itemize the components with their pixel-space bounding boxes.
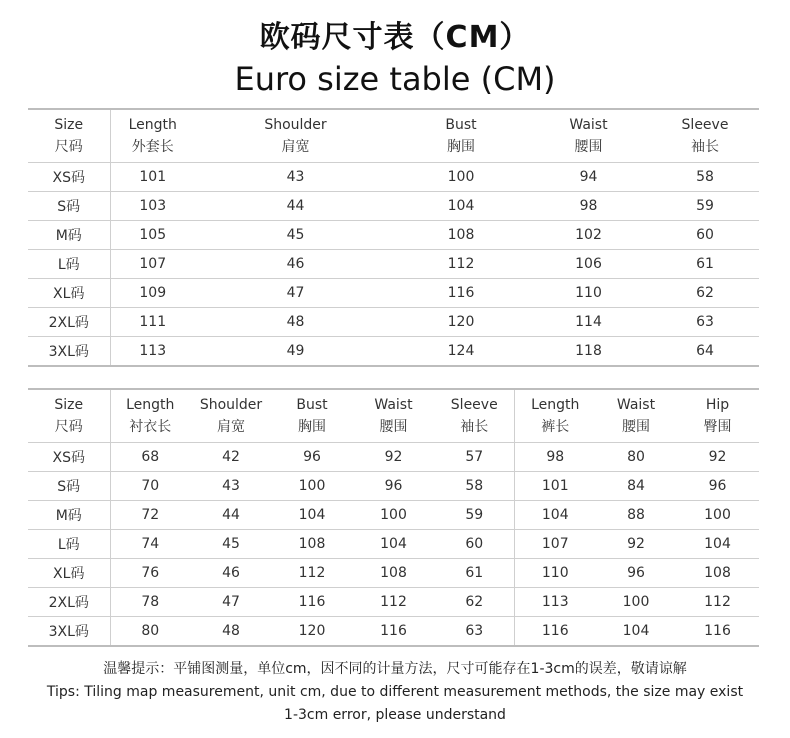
measurement-cell: 112 [676,588,759,617]
header-label-en: Length [128,117,177,133]
measurement-cell: 57 [435,443,514,472]
header-cell [526,109,651,163]
header-label-cn: 肩宽 [281,139,310,155]
header-cell [396,109,526,163]
measurement-cell: 105 [110,221,195,250]
measurement-cell: 94 [526,163,651,192]
measurement-cell: 116 [396,279,526,308]
header-label-en: Bust [296,397,328,413]
header-cell [651,109,759,163]
measurement-cell: 46 [190,559,272,588]
table-row [28,559,759,588]
header-label-en: Size [54,397,84,413]
table-row [28,472,759,501]
measurement-cell: 120 [272,617,352,647]
measurement-cell: 92 [596,530,676,559]
page-title-en: Euro size table (CM) [234,60,556,98]
table-row [28,279,759,308]
table-row [28,308,759,337]
page-title-cn: 欧码尺寸表（CM） [259,20,531,55]
header-cell [110,109,195,163]
measurement-cell: 101 [514,472,596,501]
measurement-cell: 118 [526,337,651,367]
measurement-cell: 124 [396,337,526,367]
header-label-cn: 腰围 [622,419,650,435]
notes-en-line2: 1-3cm error, please understand [284,707,506,723]
euro-shirt-pants-size-table [28,388,759,647]
measurement-cell: 45 [190,530,272,559]
table-row [28,337,759,367]
measurement-cell: 72 [110,501,190,530]
header-cell [28,109,110,163]
measurement-cell: 47 [190,588,272,617]
header-label-cn: 裤长 [541,419,570,435]
measurement-cell: 80 [596,443,676,472]
header-cell [352,389,435,443]
measurement-cell: 43 [195,163,396,192]
measurement-cell: 100 [676,501,759,530]
header-cell [195,109,396,163]
measurement-cell: 47 [195,279,396,308]
measurement-cell: 110 [514,559,596,588]
header-label-en: Waist [374,397,413,413]
header-cell [272,389,352,443]
measurement-cell: 114 [526,308,651,337]
size-cell: M码 [28,501,110,530]
header-label-en: Hip [705,397,730,413]
measurement-cell: 64 [651,337,759,367]
size-cell: S码 [28,192,110,221]
size-cell: S码 [28,472,110,501]
measurement-cell: 116 [676,617,759,647]
measurement-cell: 62 [435,588,514,617]
measurement-cell: 100 [352,501,435,530]
header-label-en: Bust [445,117,477,133]
notes-cn: 温馨提示：平铺图测量，单位cm，因不同的计量方法，尺寸可能存在1-3cm的误差，敬请谅解 [103,661,687,677]
measurement-cell: 113 [514,588,596,617]
table-row [28,501,759,530]
header-cell [28,389,110,443]
measurement-cell: 103 [110,192,195,221]
size-cell: XL码 [28,559,110,588]
measurement-cell: 58 [435,472,514,501]
measurement-notes [0,658,790,727]
measurement-cell: 101 [110,163,195,192]
measurement-cell: 108 [352,559,435,588]
measurement-cell: 106 [526,250,651,279]
header-row [28,109,759,163]
measurement-cell: 108 [396,221,526,250]
measurement-cell: 42 [190,443,272,472]
header-label-en: Waist [569,117,608,133]
measurement-cell: 113 [110,337,195,367]
header-label-cn: 袖长 [460,419,489,435]
header-cell [676,389,759,443]
measurement-cell: 109 [110,279,195,308]
measurement-cell: 96 [596,559,676,588]
measurement-cell: 49 [195,337,396,367]
header-label-cn: 腰围 [574,139,603,155]
measurement-cell: 78 [110,588,190,617]
size-cell: XL码 [28,279,110,308]
header-label-cn: 胸围 [447,139,475,155]
header-label-cn: 尺码 [54,419,83,435]
measurement-cell: 44 [190,501,272,530]
header-cell [190,389,272,443]
notes-en-line1: Tips: Tiling map measurement, unit cm, due to different measurement methods, the size may exist [46,684,744,700]
header-label-cn: 外套长 [131,139,174,155]
size-cell: L码 [28,250,110,279]
measurement-cell: 63 [651,308,759,337]
size-cell: 2XL码 [28,308,110,337]
measurement-cell: 104 [514,501,596,530]
header-label-en: Length [531,397,580,413]
measurement-cell: 43 [190,472,272,501]
measurement-cell: 104 [596,617,676,647]
header-cell [596,389,676,443]
measurement-cell: 59 [435,501,514,530]
measurement-cell: 58 [651,163,759,192]
size-cell: XS码 [28,443,110,472]
header-label-en: Shoulder [264,117,327,133]
header-label-en: Waist [616,397,656,413]
size-cell: L码 [28,530,110,559]
header-label-cn: 肩宽 [217,419,245,435]
measurement-cell: 104 [272,501,352,530]
measurement-cell: 80 [110,617,190,647]
measurement-cell: 88 [596,501,676,530]
header-cell [110,389,190,443]
measurement-cell: 48 [190,617,272,647]
header-label-en: Shoulder [199,397,263,413]
measurement-cell: 46 [195,250,396,279]
header-label-cn: 衬衣长 [129,419,172,435]
table-row [28,250,759,279]
measurement-cell: 96 [676,472,759,501]
measurement-cell: 100 [396,163,526,192]
header-label-en: Sleeve [681,117,729,133]
measurement-cell: 60 [651,221,759,250]
measurement-cell: 116 [352,617,435,647]
measurement-cell: 108 [272,530,352,559]
measurement-cell: 107 [110,250,195,279]
measurement-cell: 104 [352,530,435,559]
measurement-cell: 104 [676,530,759,559]
measurement-cell: 44 [195,192,396,221]
header-label-cn: 胸围 [298,419,326,435]
measurement-cell: 104 [396,192,526,221]
measurement-cell: 84 [596,472,676,501]
table-row [28,221,759,250]
header-label-cn: 尺码 [54,139,83,155]
table-row [28,443,759,472]
measurement-cell: 48 [195,308,396,337]
measurement-cell: 112 [272,559,352,588]
measurement-cell: 59 [651,192,759,221]
table-row [28,588,759,617]
header-label-cn: 袖长 [691,139,719,155]
euro-coat-size-table [28,108,759,367]
header-label-en: Size [54,117,84,133]
measurement-cell: 61 [651,250,759,279]
measurement-cell: 61 [435,559,514,588]
size-cell: 3XL码 [28,337,110,367]
header-label-en: Length [126,397,175,413]
header-label-cn: 腰围 [379,419,408,435]
measurement-cell: 62 [651,279,759,308]
measurement-cell: 63 [435,617,514,647]
size-cell: 2XL码 [28,588,110,617]
measurement-cell: 74 [110,530,190,559]
measurement-cell: 110 [526,279,651,308]
measurement-cell: 112 [352,588,435,617]
measurement-cell: 116 [514,617,596,647]
header-cell [435,389,514,443]
measurement-cell: 102 [526,221,651,250]
measurement-cell: 108 [676,559,759,588]
measurement-cell: 96 [352,472,435,501]
measurement-cell: 120 [396,308,526,337]
measurement-cell: 100 [596,588,676,617]
size-cell: 3XL码 [28,617,110,647]
table-row [28,163,759,192]
measurement-cell: 96 [272,443,352,472]
measurement-cell: 111 [110,308,195,337]
header-row [28,389,759,443]
table-row [28,617,759,647]
measurement-cell: 98 [526,192,651,221]
measurement-cell: 60 [435,530,514,559]
measurement-cell: 45 [195,221,396,250]
header-label-cn: 臀围 [703,419,732,435]
header-cell [514,389,596,443]
measurement-cell: 112 [396,250,526,279]
measurement-cell: 76 [110,559,190,588]
size-cell: M码 [28,221,110,250]
measurement-cell: 116 [272,588,352,617]
size-cell: XS码 [28,163,110,192]
measurement-cell: 100 [272,472,352,501]
measurement-cell: 92 [352,443,435,472]
table-row [28,192,759,221]
measurement-cell: 70 [110,472,190,501]
measurement-cell: 98 [514,443,596,472]
measurement-cell: 68 [110,443,190,472]
header-label-en: Sleeve [450,397,498,413]
measurement-cell: 92 [676,443,759,472]
measurement-cell: 107 [514,530,596,559]
table-row [28,530,759,559]
